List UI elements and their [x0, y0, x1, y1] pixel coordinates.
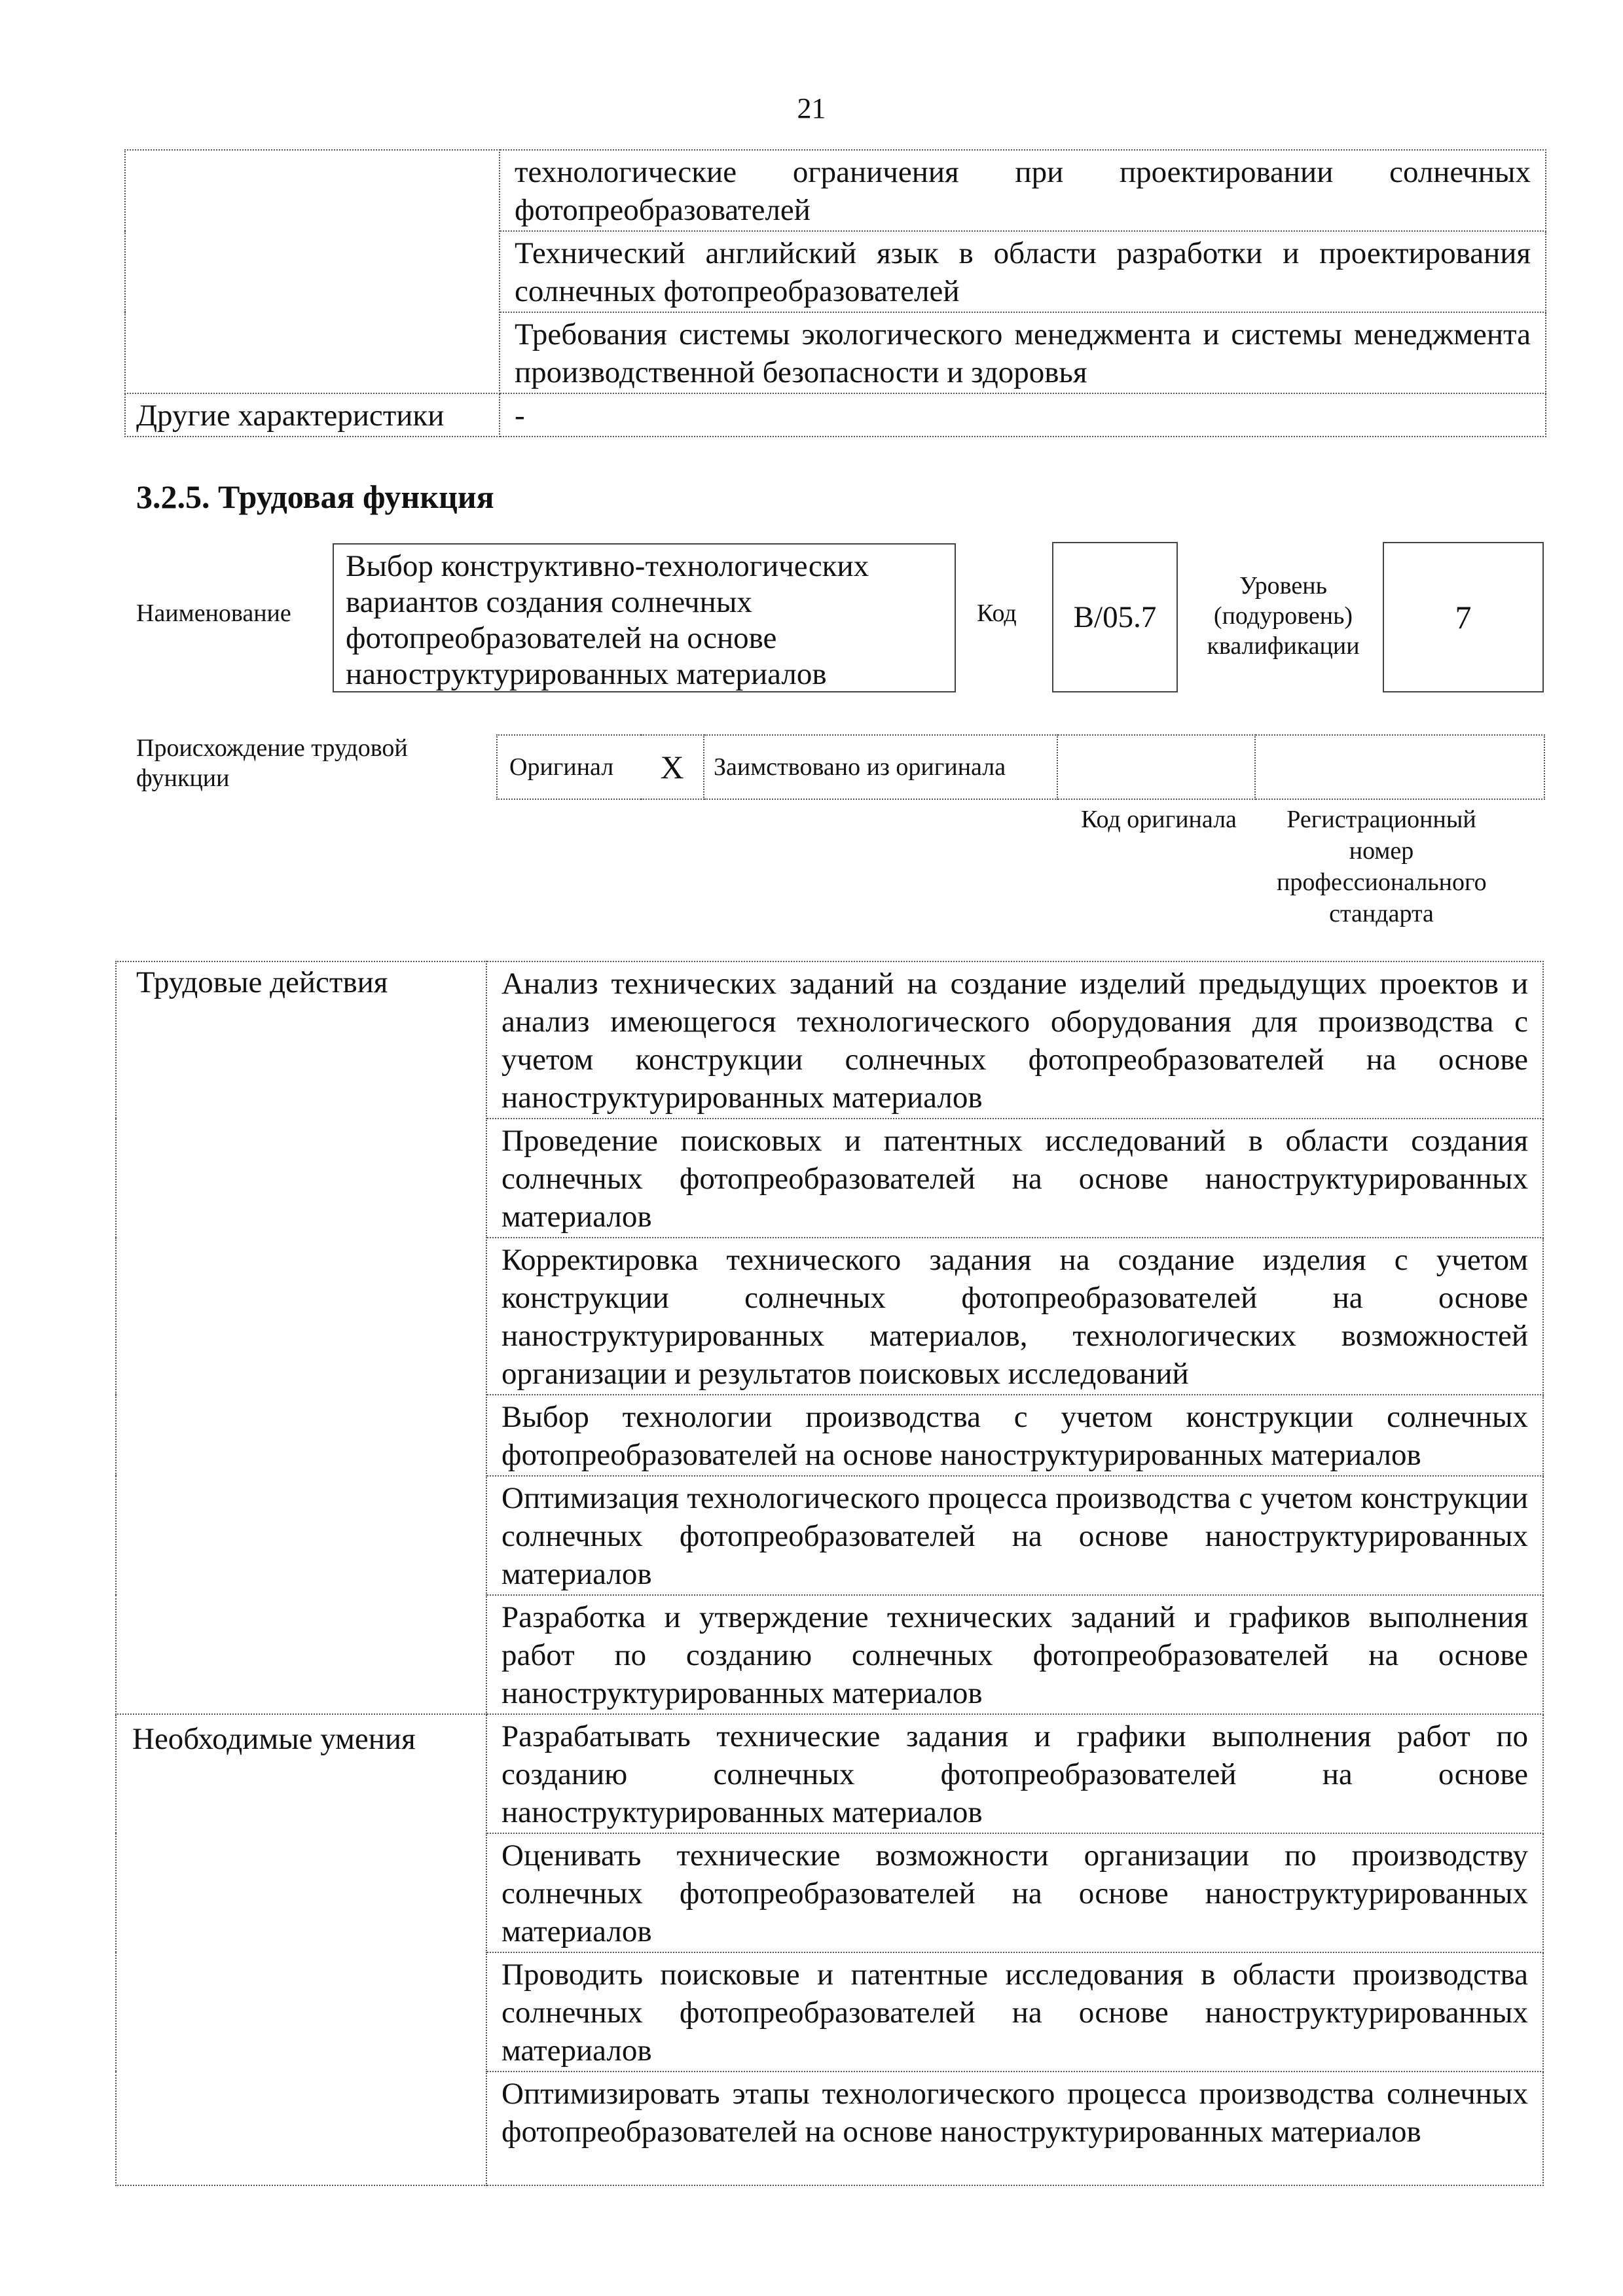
name-label: Наименование — [136, 600, 291, 627]
code-label: Код — [977, 600, 1017, 627]
skill-row: Оптимизировать этапы технологического процесса производства солнечных фотопреобразователей на основе наноструктурированных материалов — [486, 2072, 1543, 2185]
origin-reg-cell — [1255, 735, 1544, 799]
section-title: 3.2.5. Трудовая функция — [136, 478, 494, 515]
other-characteristics-value: - — [500, 393, 1546, 437]
borrowed-cell: Заимствовано из оригинала — [704, 735, 1057, 799]
code-value: B/05.7 — [1052, 542, 1178, 692]
origin-code-cell — [1057, 735, 1255, 799]
top-table-row: технологические ограничения при проектировании солнечных фотопреобразователей — [500, 150, 1546, 231]
main-table — [115, 961, 1544, 2186]
origin-reg-caption: Регистрационный номер профессионального стандарта — [1277, 806, 1487, 927]
name-value: Выбор конструктивно-технологических вариантов создания солнечных фотопреобразователей на основе наноструктурированных материалов — [333, 543, 956, 692]
top-table-label-cell — [125, 150, 500, 393]
other-characteristics-label: Другие характеристики — [125, 393, 500, 437]
level-value: 7 — [1383, 542, 1544, 692]
skill-row: Разрабатывать технические задания и графики выполнения работ по созданию солнечных фотопреобразователей на основе наноструктурированных материалов — [486, 1714, 1543, 1833]
labor-action-row: Анализ технических заданий на создание изделий предыдущих проектов и анализ имеющегося технологического оборудования для производства с учетом конструкции солнечных фотопреобразователей на основе наноструктурированных материалов — [486, 961, 1543, 1119]
level-label: Уровень (подуровень) квалификации — [1207, 572, 1360, 660]
top-table-row: Технический английский язык в области разработки и проектирования солнечных фотопреобразователей — [500, 231, 1546, 312]
labor-action-row: Выбор технологии производства с учетом конструкции солнечных фотопреобразователей на основе наноструктурированных материалов — [486, 1395, 1543, 1476]
top-table — [124, 149, 1546, 437]
labor-action-row: Разработка и утверждение технических заданий и графиков выполнения работ по созданию солнечных фотопреобразователей на основе наноструктурированных материалов — [486, 1595, 1543, 1714]
skill-row: Проводить поисковые и патентные исследования в области производства солнечных фотопреобразователей на основе наноструктурированных материалов — [486, 1952, 1543, 2072]
original-cell: Оригинал — [497, 735, 641, 799]
original-mark: X — [641, 735, 704, 799]
origin-table — [496, 734, 1545, 800]
labor-action-row: Оптимизация технологического процесса производства с учетом конструкции солнечных фотопреобразователей на основе наноструктурированных материалов — [486, 1476, 1543, 1595]
labor-actions-label-cell: Трудовые действия — [116, 961, 486, 1714]
labor-action-row: Корректировка технического задания на создание изделия с учетом конструкции солнечных фотопреобразователей на основе наноструктурированных материалов, технологических возможностей организации и результатов поисковых исследований — [486, 1238, 1543, 1395]
skill-row: Оценивать технические возможности организации по производству солнечных фотопреобразователей на основе наноструктурированных материалов — [486, 1833, 1543, 1952]
page-number: 21 — [797, 92, 826, 124]
origin-label: Происхождение трудовой функции — [136, 734, 408, 792]
top-table-row: Требования системы экологического менеджмента и системы менеджмента производственной безопасности и здоровья — [500, 312, 1546, 393]
origin-code-caption: Код оригинала — [1081, 806, 1237, 833]
skills-label-cell: Необходимые умения — [116, 1714, 486, 2185]
labor-action-row: Проведение поисковых и патентных исследований в области создания солнечных фотопреобразователей на основе наноструктурированных материалов — [486, 1119, 1543, 1238]
